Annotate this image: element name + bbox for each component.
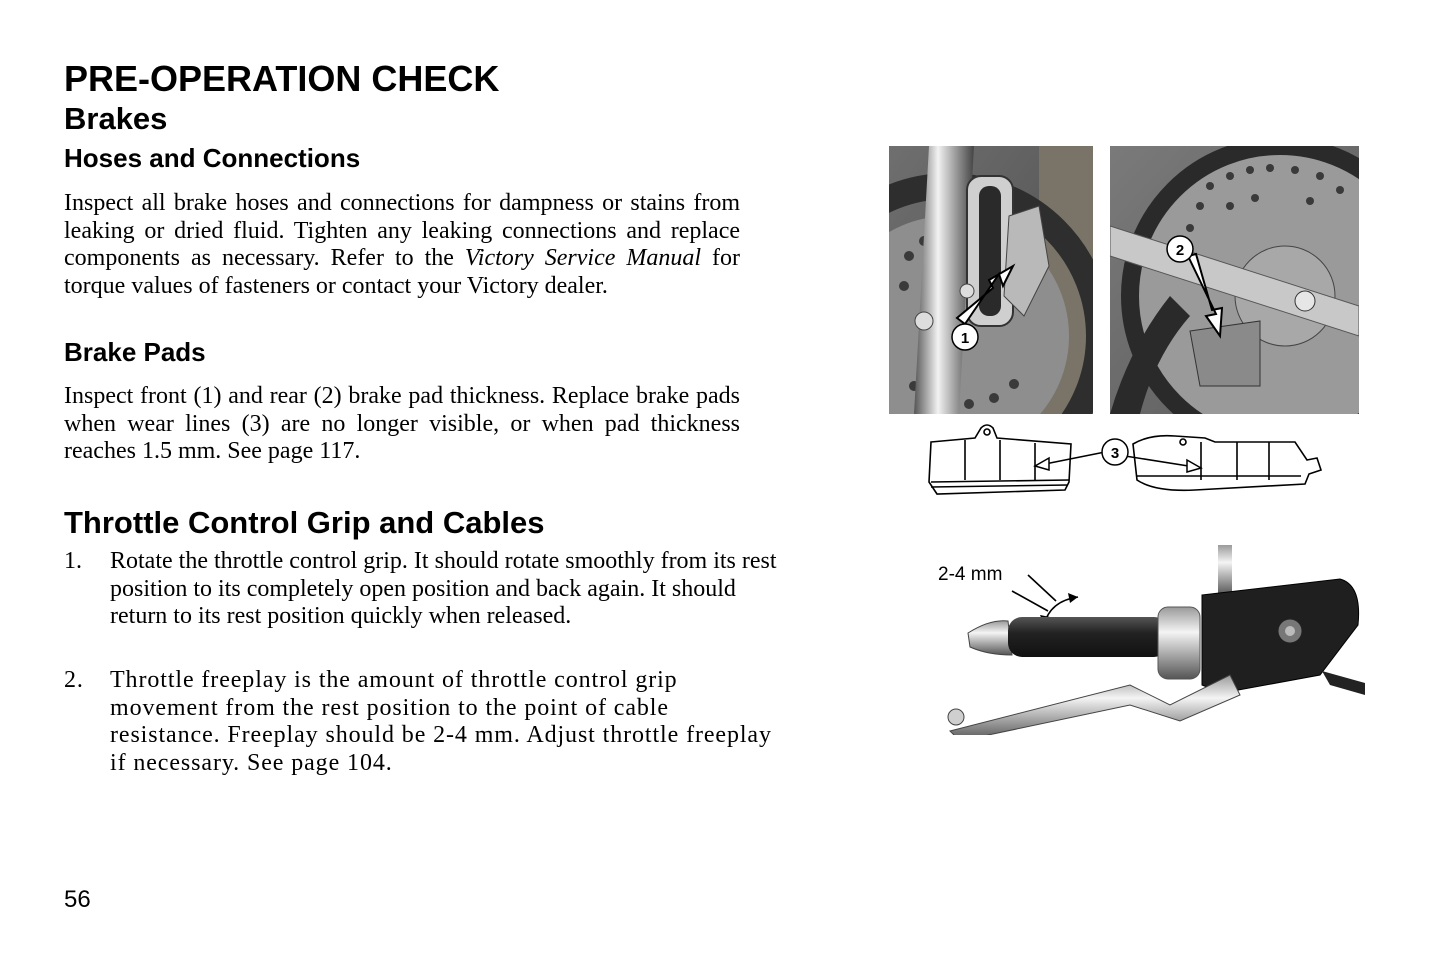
rear-brake-photo xyxy=(1110,146,1359,414)
brake-pads-diagram xyxy=(925,420,1360,498)
step-number: 1. xyxy=(64,548,82,574)
throttle-grip-photo xyxy=(930,545,1365,735)
list-item xyxy=(64,548,784,631)
callout-3: 3 xyxy=(1110,445,1120,462)
manual-title: Victory Service Manual xyxy=(464,245,702,271)
list-item xyxy=(64,667,784,777)
subheading-brake-pads: Brake Pads xyxy=(64,337,206,367)
section-heading-brakes: Brakes xyxy=(64,101,168,136)
page-title: PRE-OPERATION CHECK xyxy=(64,58,500,99)
hoses-text-start: Inspect all brake hoses and connections for dampness or stains from leaking or dried fluid. Tighten any leaking connections and replace components as necessary. Refer to the xyxy=(64,190,740,271)
step-text: Rotate the throttle control grip. It should rotate smoothly from its rest position to its completely open position and back again. It should return to its rest position quickly when released. xyxy=(110,548,777,629)
hoses-paragraph xyxy=(64,190,740,300)
step-text: Throttle freeplay is the amount of throttle control grip movement from the rest position to the point of cable resistance. Freeplay should be 2-4 mm. Adjust throttle freeplay if necessary. See page 104. xyxy=(110,667,772,776)
hoses-text-end: for torque values of fasteners or contact your Victory dealer. xyxy=(64,245,741,299)
subheading-hoses: Hoses and Connections xyxy=(64,143,361,173)
step-number: 2. xyxy=(64,667,84,693)
section-heading-throttle: Throttle Control Grip and Cables xyxy=(64,505,545,540)
callout-1: 1 xyxy=(960,330,970,347)
front-brake-photo xyxy=(889,146,1093,414)
brake-pads-paragraph: Inspect front (1) and rear (2) brake pad thickness. Replace brake pads when wear lines (3) are no longer visible, or when pad thickness reaches 1.5 mm. See page 117. xyxy=(64,383,740,464)
page-number: 56 xyxy=(64,886,91,913)
callout-2: 2 xyxy=(1175,242,1185,259)
freeplay-label: 2-4 mm xyxy=(938,564,1003,585)
